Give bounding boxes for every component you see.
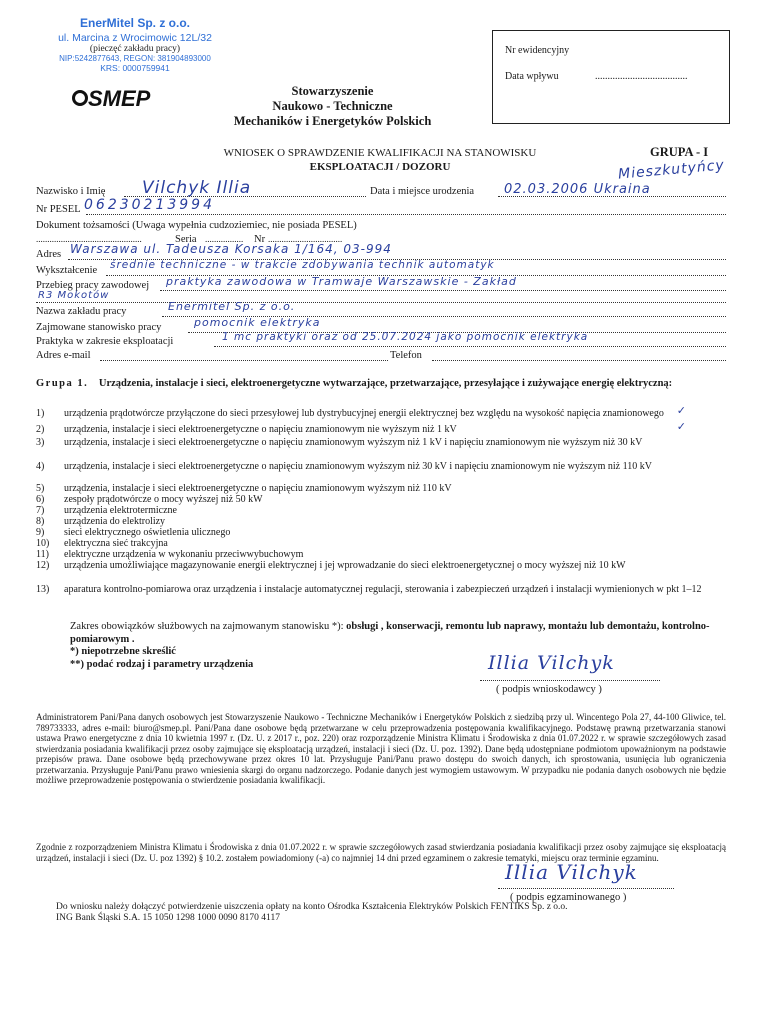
workplace-label: Nazwa zakładu pracy (36, 306, 127, 317)
device-item-text: elektryczna sieć trakcyjna (64, 538, 168, 549)
workplace-value[interactable]: Enermitel Sp. z o.o. (168, 300, 296, 313)
device-item-text: elektryczne urządzenia w wykonaniu przeciwwybuchowym (64, 549, 304, 560)
handwritten-note: Mieszkutyńcy (617, 157, 726, 183)
group-heading (36, 378, 726, 390)
group-label: GRUPA - I (650, 145, 709, 159)
duties-prefix: Zakres obowiązków służbowych na zajmowanym stanowisku *): (70, 621, 344, 632)
career-line (160, 290, 726, 291)
logo-text: SMEP (88, 86, 151, 111)
birth-label: Data i miejsce urodzenia (370, 186, 475, 197)
stamp-address: ul. Marcina z Wrocimowic 12L/32 (58, 32, 212, 44)
stamp-ids: NIP:5242877643, REGON: 381904893000 (59, 54, 211, 63)
device-item-text: sieci elektrycznego oświetlenia ulicznego (64, 527, 231, 538)
education-label: Wykształcenie (36, 265, 98, 276)
device-item-text: urządzenia umożliwiające magazynowanie energii elektrycznej i jej wprowadzanie do sieci elektroenergetycznej o mocy wyższej niż 10 kW (64, 560, 626, 571)
smep-logo (72, 84, 152, 114)
education-value[interactable]: średnie techniczne - w trakcie zdobywania technik automatyk (110, 259, 495, 271)
device-item-number: 5) (36, 483, 45, 494)
stamp-label: (pieczęć zakładu pracy) (89, 44, 181, 54)
address-value[interactable]: Warszawa ul. Tadeusza Korsaka 1/164, 03-994 (70, 242, 392, 256)
note-device: **) podać rodzaj i parametry urządzenia (70, 659, 254, 670)
device-item-number: 12) (36, 560, 50, 571)
stamp-krs: KRS: 0000759941 (100, 63, 170, 73)
device-item-text: urządzenia, instalacje i sieci elektroenergetyczne o napięciu znamionowym wyższym niż 30 kV i napięciu znamionowym nie wyższym niż 110 kV (64, 461, 652, 472)
career-label: Przebieg pracy zawodowej (36, 280, 150, 291)
examinee-signature-line (498, 888, 674, 889)
device-item-number: 4) (36, 461, 45, 472)
org-line-1: Stowarzyszenie (291, 84, 374, 98)
duties-paragraph (70, 620, 726, 646)
practice-line (214, 346, 726, 347)
device-item-number: 6) (36, 494, 45, 505)
id-document-label: Dokument tożsamości (Uwaga wypełnia cudzoziemiec, nie posiada PESEL) (36, 220, 357, 231)
device-item-number: 8) (36, 516, 45, 527)
org-line-3: Mechaników i Energetyków Polskich (233, 114, 432, 128)
receipt-date-dots: ..................................... (595, 71, 688, 82)
id-document-dots: ............................................... (36, 234, 142, 244)
device-item-text: urządzenia do elektrolizy (64, 516, 166, 527)
phone-label: Telefon (390, 350, 422, 361)
org-line-2: Naukowo - Techniczne (272, 99, 393, 113)
birth-value[interactable]: 02.03.2006 Ukraina (504, 182, 651, 197)
exam-notification-clause: Zgodnie z rozporządzeniem Ministra Klimatu i Środowiska z dnia 01.07.2022 r. w sprawie szczegółowych zasad stwierdzania posiadania kwalifikacji przez osoby zajmujące się eksploatacją urządzeń, instalacji i sieci (Dz. U. poz 1392) § 10.2. zostałem powiadomiony (-a) co najmniej 14 dni przed egzaminem o zakresie tematyki, miejscu oraz terminie egzaminu. (36, 842, 726, 863)
form-title (160, 146, 600, 174)
receipt-date-label: Data wpływu (505, 71, 559, 82)
examinee-signature-label: ( podpis egzaminowanego ) (510, 892, 627, 903)
applicant-signature[interactable]: Illia Vilchyk (488, 652, 615, 674)
phone-line (432, 360, 726, 361)
duties-scope: obsługi , konserwacji, remontu lub naprawy, montażu lub demontażu, kontrolno-pomiarowym . (70, 621, 710, 645)
examinee-signature[interactable]: Illia Vilchyk (505, 860, 638, 884)
device-item-number: 11) (36, 549, 49, 560)
gdpr-clause: Administratorem Pani/Pana danych osobowych jest Stowarzyszenie Naukowo - Techniczne Mechaników i Energetyków Polskich z siedzibą przy ul. Wincentego Pola 27, 44-100 Gliwice, tel. 789733333, adres e-mail: biuro@smep.pl. Pani/Pana dane osobowe będą przetwarzane w celu przeprowadzenia postępowania kwalifikacyjnego. Podstawę prawną przetwarzania stanowi ustawa Prawo energetyczne z dnia 10 kwietnia 1997 r. (Dz. U. z 2017 r., poz. 220) oraz rozporządzenie Ministra Klimatu i Środowiska z dnia 01.07.2022 r. w sprawie szczegółowych zasad stwierdzania posiadania kwalifikacji przez osoby zajmujące się eksploatacją urządzeń, instalacji i sieci (Dz. U. poz. 1392). Dane będą udostępniane podmiotom upoważnionym na podstawie przepisów prawa. Dane osobowe będą przechowywane przez okres 10 lat. Przysługuje Pani/Panu prawo dostępu do swoich danych, ich sprostowania, usunięcia lub ograniczenia przetwarzania. Przysługuje Pani/Panu prawo wniesienia skargi do organu nadzorczego. Podanie danych jest wymogiem ustawowym. W przypadku nie podania danych osobowych nie będzie możliwe przeprowadzenie postępowania o stwierdzenie posiadania kwalifikacji. (36, 712, 726, 785)
device-item-number: 2) (36, 424, 45, 435)
payment-footer (56, 902, 726, 924)
device-item-text: aparatura kontrolno-pomiarowa oraz urządzenia i instalacje automatycznej regulacji, sterowania i zabezpieczeń urządzeń i instalacji wymienionych w pkt 1–12 (64, 584, 702, 595)
position-label: Zajmowane stanowisko pracy (36, 322, 162, 333)
device-item-number: 7) (36, 505, 45, 516)
device-item-number: 1) (36, 408, 45, 419)
company-stamp (40, 16, 230, 73)
doc-number-dots: ................................. (268, 234, 343, 244)
career-value[interactable]: praktyka zawodowa w Tramwaje Warszawskie - Zakład (166, 275, 517, 288)
device-item-number: 13) (36, 584, 50, 595)
device-item-text: urządzenia, instalacje i sieci elektroenergetyczne o napięciu znamionowym wyższym niż 110 kV (64, 483, 452, 494)
payment-instruction: Do wniosku należy dołączyć potwierdzenie uiszczenia opłaty na konto Ośrodka Kształcenia Elektryków Polskich FENTIKS Sp. z o.o. (56, 902, 568, 912)
title-line-2: EKSPLOATACJI / DOZORU (309, 161, 451, 173)
career-value-continued[interactable]: R3 Mokotów (38, 290, 110, 301)
group-heading-text: Urządzenia, instalacje i sieci, elektroenergetyczne wytwarzające, przetwarzające, przesyłające i zużywające energię elektryczną: (98, 378, 673, 389)
checkmark-icon: ✓ (676, 405, 686, 417)
device-item-number: 3) (36, 437, 45, 448)
device-item-text: zespoły prądotwórcze o mocy wyższej niż 50 kW (64, 494, 263, 505)
address-label: Adres (36, 249, 62, 260)
pesel-label: Nr PESEL (36, 204, 81, 215)
device-item-text: urządzenia prądotwórcze przyłączone do sieci przesyłowej lub dystrybucyjnej energii elektrycznej bez względu na wysokość napięcia znamionowego (64, 408, 664, 419)
pesel-value[interactable]: 06230213994 (84, 197, 215, 213)
series-dots: ................. (205, 234, 244, 244)
stamp-name: EnerMitel Sp. z o.o. (79, 16, 190, 30)
device-item-text: urządzenia elektrotermiczne (64, 505, 177, 516)
registry-number-label: Nr ewidencyjny (505, 45, 570, 56)
organization-name (200, 84, 465, 129)
practice-label: Praktyka w zakresie eksploatacji (36, 336, 174, 347)
title-line-1: WNIOSEK O SPRAWDZENIE KWALIFIKACJI NA STANOWISKU (223, 147, 537, 159)
device-item-text: urządzenia, instalacje i sieci elektroenergetyczne o napięciu znamionowym wyższym niż 1 kV i napięciu znamionowym nie wyższym niż 30 kV (64, 437, 643, 448)
position-value[interactable]: pomocnik elektryka (194, 316, 321, 329)
doc-number-label: Nr (254, 234, 266, 245)
gear-icon (72, 90, 88, 106)
career-line-2 (36, 302, 726, 303)
applicant-signature-line (480, 680, 660, 681)
name-label: Nazwisko i Imię (36, 186, 106, 197)
applicant-signature-label: ( podpis wnioskodawcy ) (496, 684, 602, 695)
pesel-line (86, 214, 726, 215)
email-line (100, 360, 388, 361)
device-item-number: 9) (36, 527, 45, 538)
device-item-number: 10) (36, 538, 50, 549)
email-label: Adres e-mail (36, 350, 91, 361)
name-value[interactable]: Vilchyk Illia (142, 178, 252, 198)
office-use-box (492, 30, 730, 124)
series-label: Seria (175, 234, 197, 245)
bank-account: ING Bank Śląski S.A. 15 1050 1298 1000 0090 8170 4117 (56, 913, 280, 923)
device-item-text: urządzenia, instalacje i sieci elektroenergetyczne o napięciu znamionowym nie wyższym niż 1 kV (64, 424, 457, 435)
checkmark-icon: ✓ (676, 421, 686, 433)
group-heading-prefix: Grupa 1. (36, 378, 89, 389)
practice-value[interactable]: 1 mc praktyki oraz od 25.07.2024 jako pomocnik elektryka (222, 331, 589, 343)
note-strike: *) niepotrzebne skreślić (70, 646, 176, 657)
